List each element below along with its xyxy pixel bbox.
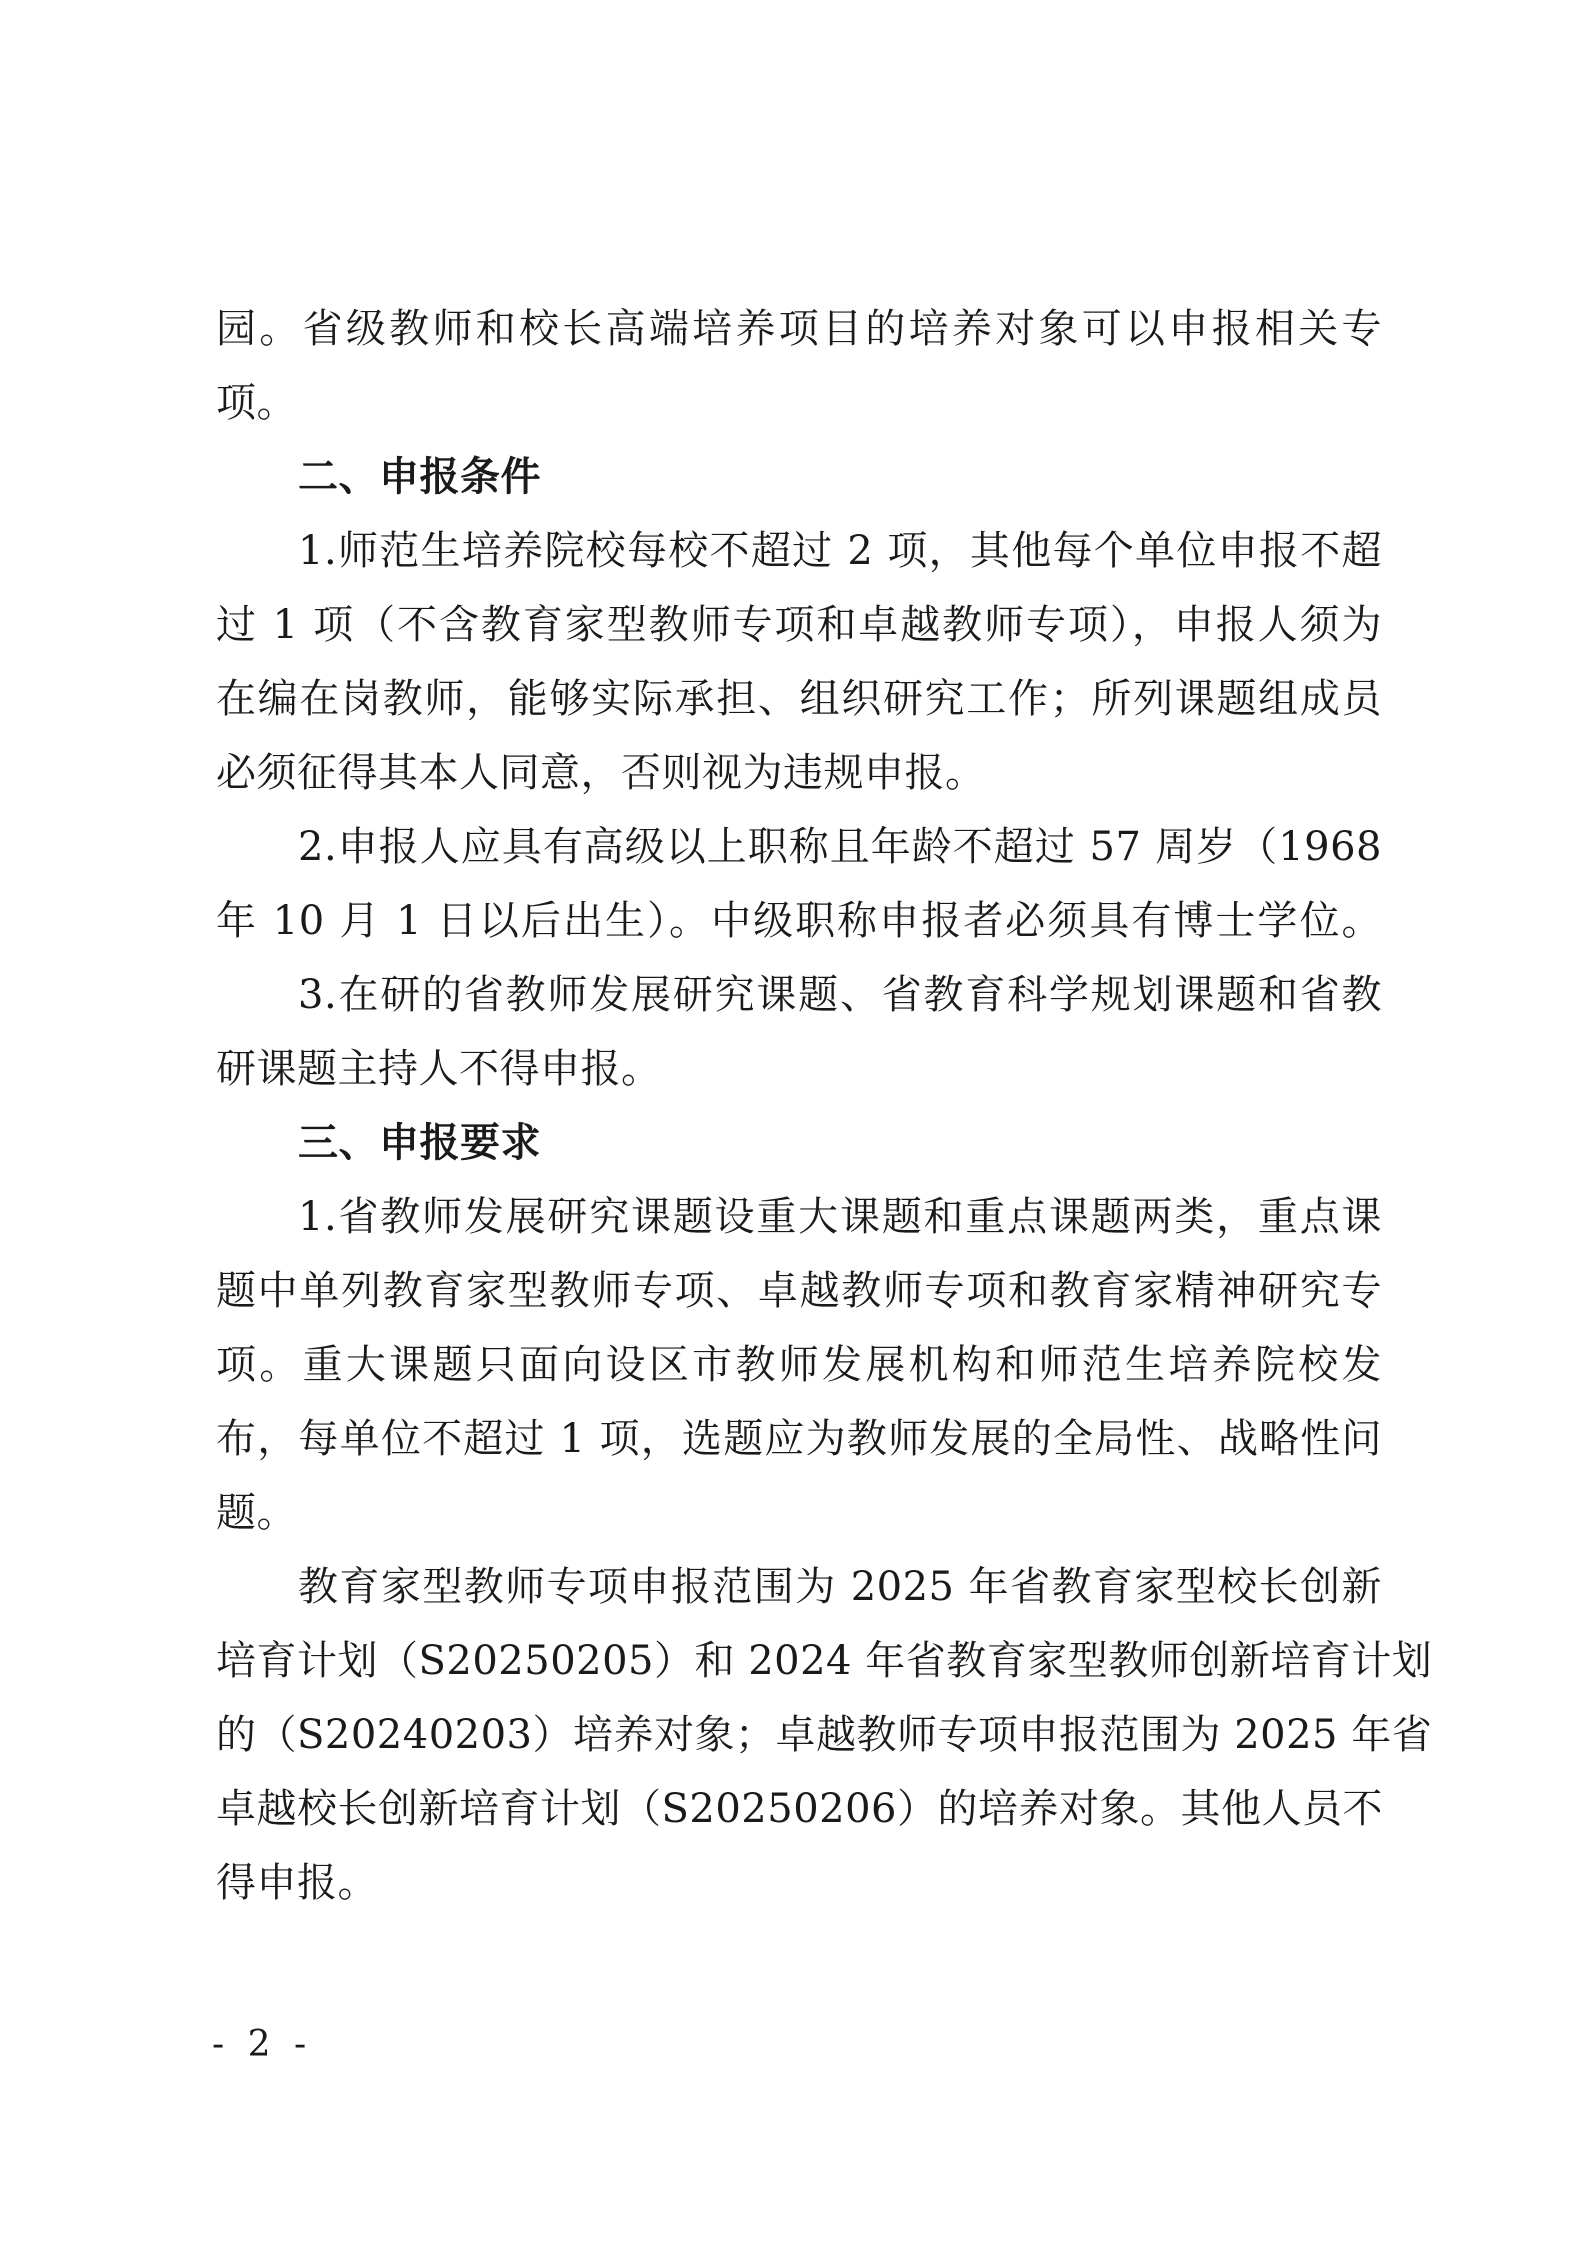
body-line: 过 1 项（不含教育家型教师专项和卓越教师专项），申报人须为 xyxy=(216,602,1382,648)
body-line: 研课题主持人不得申报。 xyxy=(216,1046,662,1092)
paragraph-first-line: 1.师范生培养院校每校不超过 2 项，其他每个单位申报不超 xyxy=(298,528,1382,574)
body-line: 题。 xyxy=(216,1490,297,1536)
paragraph-first-line: 1.省教师发展研究课题设重大课题和重点课题两类，重点课 xyxy=(298,1194,1382,1240)
page-number: - 2 - xyxy=(212,2024,313,2065)
paragraph-first-line: 3.在研的省教师发展研究课题、省教育科学规划课题和省教 xyxy=(298,972,1382,1018)
body-line: 的（S20240203）培养对象；卓越教师专项申报范围为 2025 年省 xyxy=(216,1712,1433,1758)
body-line: 项。 xyxy=(216,380,297,426)
body-line: 题中单列教育家型教师专项、卓越教师专项和教育家精神研究专 xyxy=(216,1268,1382,1314)
body-line: 项。重大课题只面向设区市教师发展机构和师范生培养院校发 xyxy=(216,1342,1382,1388)
section-heading: 三、申报要求 xyxy=(298,1120,541,1166)
paragraph-first-line: 教育家型教师专项申报范围为 2025 年省教育家型校长创新 xyxy=(298,1564,1382,1610)
section-heading: 二、申报条件 xyxy=(298,454,541,500)
body-line: 得申报。 xyxy=(216,1860,378,1906)
body-line: 卓越校长创新培育计划（S20250206）的培养对象。其他人员不 xyxy=(216,1786,1383,1832)
body-line: 年 10 月 1 日以后出生）。中级职称申报者必须具有博士学位。 xyxy=(216,898,1382,944)
paragraph-first-line: 2.申报人应具有高级以上职称且年龄不超过 57 周岁（1968 xyxy=(298,824,1382,870)
body-line: 布，每单位不超过 1 项，选题应为教师发展的全局性、战略性问 xyxy=(216,1416,1382,1462)
body-line: 在编在岗教师，能够实际承担、组织研究工作；所列课题组成员 xyxy=(216,676,1382,722)
body-line: 园。省级教师和校长高端培养项目的培养对象可以申报相关专 xyxy=(216,306,1382,352)
body-line: 必须征得其本人同意，否则视为违规申报。 xyxy=(216,750,986,796)
body-line: 培育计划（S20250205）和 2024 年省教育家型教师创新培育计划 xyxy=(216,1638,1433,1684)
document-page xyxy=(216,292,1433,1920)
